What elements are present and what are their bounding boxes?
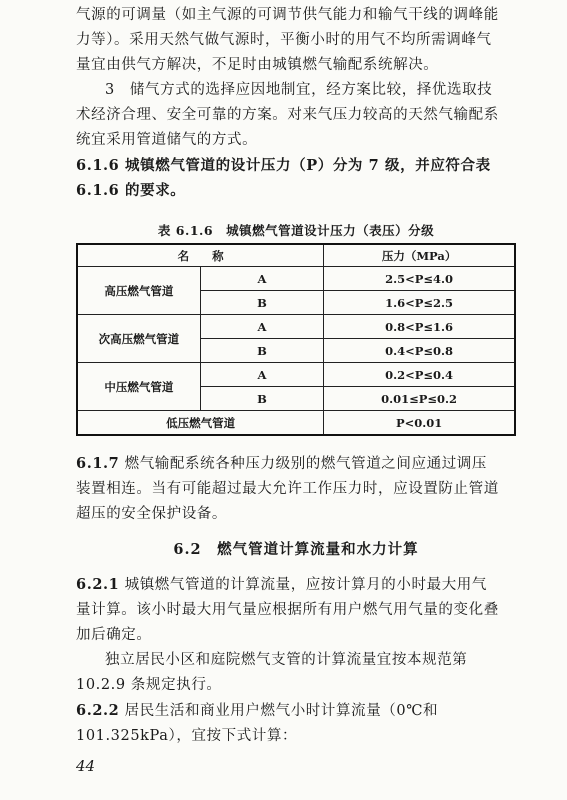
text-line: 超压的安全保护设备。 [76,506,227,522]
clause-6-1-7 [76,451,516,527]
grade: B [200,387,323,411]
table-row [77,267,515,291]
clause-number: 6.1.6 [76,157,120,174]
pipe-name: 高压燃气管道 [77,267,200,315]
text-line: 力等）。采用天然气做气源时，平衡小时的用气不均所需调峰气 [76,32,492,48]
pressure-table [76,243,516,436]
pipe-name: 低压燃气管道 [77,411,324,436]
table-row [77,363,515,387]
text-line: 独立居民小区和庭院燃气支管的计算流量宜按本规范第 [105,652,468,668]
text-line [76,451,516,477]
clause-number: 6.2.1 [76,576,120,593]
text-line: 量计算。该小时最大用气量应根据所有用户燃气用气量的变化叠 [76,602,499,618]
text-line: 气源的可调量（如主气源的可调节供气能力和输气干线的调峰能 [76,7,499,23]
pipe-name: 中压燃气管道 [77,363,200,411]
clause-text: 燃气输配系统各种压力级别的燃气管道之间应通过调压 [124,456,487,472]
text-line: 装置相连。当有可能超过最大允许工作压力时，应设置防止管道 [76,481,499,497]
text-line: 101.325kPa），宜按下式计算： [76,728,298,744]
table-title: 表 6.1.6 城镇燃气管道设计压力（表压）分级 [157,223,435,238]
pressure-range: 0.8<P≤1.6 [324,315,515,339]
pressure-range: 0.4<P≤0.8 [324,339,515,363]
text-line: 6.1.6 的要求。 [76,182,186,199]
table-header-row [77,244,515,267]
clause-text: 城镇燃气管道的计算流量，应按计算月的小时最大用气 [124,577,487,593]
pressure-range: 0.2<P≤0.4 [324,363,515,387]
clause-number: 6.1.7 [76,455,120,472]
grade: B [200,291,323,315]
pressure-range: P<0.01 [324,411,515,436]
pipe-name: 次高压燃气管道 [77,315,200,363]
clause-6-2-1 [76,572,516,749]
section-heading: 6.2 燃气管道计算流量和水力计算 [173,541,419,558]
grade: B [200,339,323,363]
text-line [76,698,516,724]
header-pressure: 压力（MPa） [324,244,515,267]
table-row [77,411,515,436]
header-name: 名 称 [77,244,324,267]
page-number: 44 [76,757,96,775]
pressure-range: 1.6<P≤2.5 [324,291,515,315]
clause-6-1-6 [76,153,516,178]
text-line [76,572,516,598]
text-line: 加后确定。 [76,627,152,643]
grade: A [200,315,323,339]
text-line: 量宜由供气方解决，不足时由城镇燃气输配系统解决。 [76,57,439,73]
intro-text [76,3,516,203]
pressure-range: 0.01≤P≤0.2 [324,387,515,411]
text-line: 术经济合理、安全可靠的方案。对来气压力较高的天然气输配系 [76,107,499,123]
grade: A [200,363,323,387]
clause-text: 城镇燃气管道的设计压力（P）分为 7 级，并应符合表 [125,157,491,174]
pressure-range: 2.5<P≤4.0 [324,267,515,291]
grade: A [200,267,323,291]
text-line: 10.2.9 条规定执行。 [76,677,222,693]
clause-text: 居民生活和商业用户燃气小时计算流量（0℃和 [124,703,439,719]
clause-number: 6.2.2 [76,702,120,719]
text-line: 统宜采用管道储气的方式。 [76,132,258,148]
text-line: 3 储气方式的选择应因地制宜，经方案比较，择优选取技 [105,82,493,98]
table-row [77,315,515,339]
